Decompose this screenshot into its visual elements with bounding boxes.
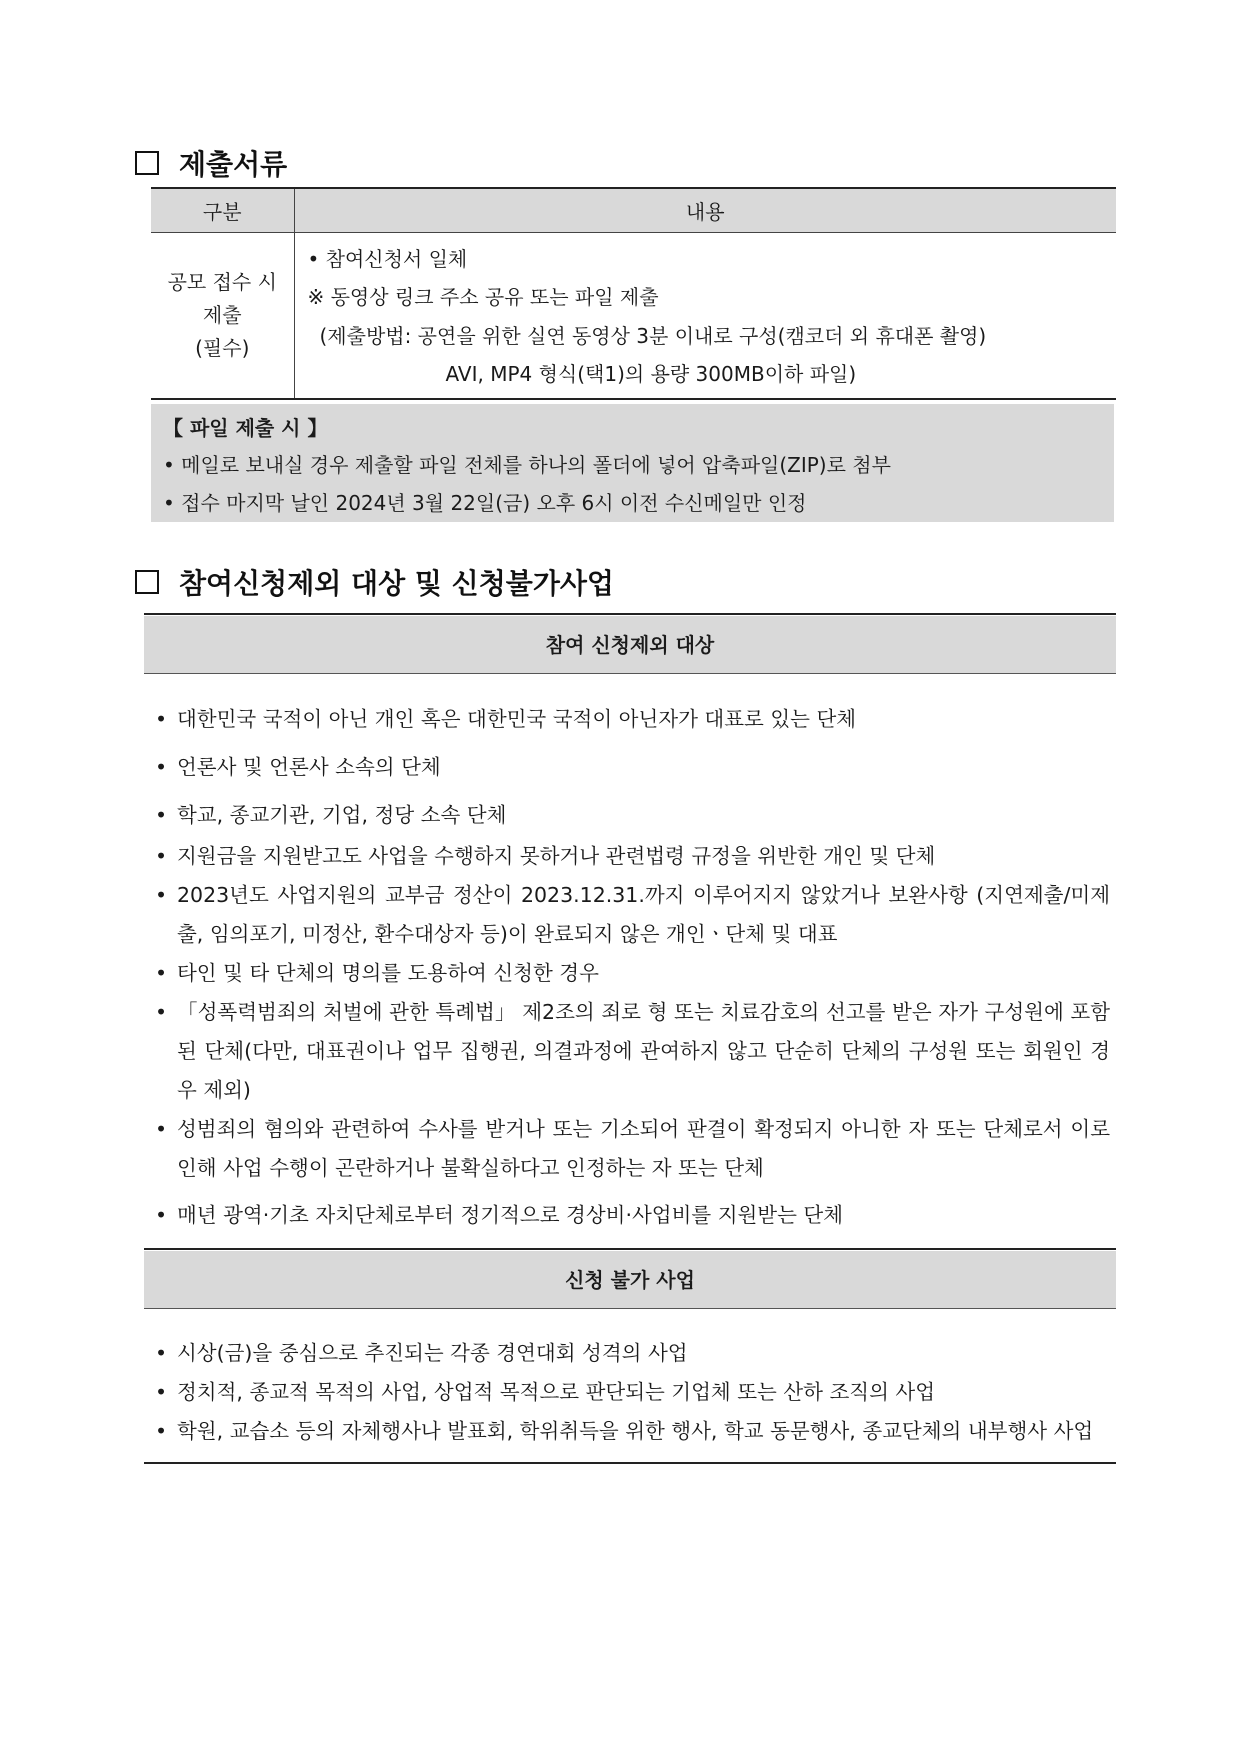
checkbox-square-icon (135, 151, 159, 175)
content-line: • 참여신청서 일체 (307, 246, 468, 271)
list-item: • 성범죄의 혐의와 관련하여 수사를 받거나 또는 기소되어 판결이 확정되지 아니한 자 또는 단체로서 이로 인해 사업 수행이 곤란하거나 불확실하다고 인정하는 자 또는 단체 (155, 1117, 1110, 1180)
section-title-exclusions (135, 562, 614, 602)
file-submission-note (151, 404, 1114, 522)
note-title: 【 파일 제출 시 】 (163, 416, 328, 440)
section-title-documents (135, 143, 287, 183)
category-line: (필수) (195, 335, 250, 360)
content-cell (294, 232, 1116, 399)
category-cell (151, 232, 294, 399)
list-item: • 2023년도 사업지원의 교부금 정산이 2023.12.31.까지 이루어지지 않았거나 보완사항 (지연제출/미제출, 임의포기, 미정산, 환수대상자 등)이 완료되지 않은 개인ㆍ단체 및 대표 (155, 883, 1110, 946)
table-header-row (151, 188, 1116, 232)
divider (144, 613, 1116, 615)
category-line: 공모 접수 시 (167, 269, 277, 294)
divider (144, 1248, 1116, 1250)
ineligible-list (155, 1334, 1110, 1451)
list-item: • 매년 광역·기초 자치단체로부터 정기적으로 경상비·사업비를 지원받는 단체 (155, 1203, 844, 1227)
section-title-text: 제출서류 (179, 148, 288, 181)
content-line: AVI, MP4 형식(택1)의 용량 300MB이하 파일) (445, 362, 857, 386)
content-line: ※ 동영상 링크 주소 공유 또는 파일 제출 (307, 285, 659, 309)
section-title-text: 참여신청제외 대상 및 신청불가사업 (179, 567, 614, 600)
exclusion-list (155, 700, 1110, 1235)
list-item: • 타인 및 타 단체의 명의를 도용하여 신청한 경우 (155, 961, 599, 985)
header-category: 구분 (151, 188, 294, 232)
note-line: • 접수 마지막 날인 2024년 3월 22일(금) 오후 6시 이전 수신메일만 인정 (163, 491, 807, 515)
exclusion-heading: 참여 신청제외 대상 (545, 633, 715, 657)
list-item: • 정치적, 종교적 목적의 사업, 상업적 목적으로 판단되는 기업체 또는 산하 조직의 사업 (155, 1380, 936, 1404)
list-item: • 언론사 및 언론사 소속의 단체 (155, 755, 441, 779)
category-line: 제출 (202, 302, 242, 327)
divider (144, 1462, 1116, 1464)
list-item: • 대한민국 국적이 아닌 개인 혹은 대한민국 국적이 아닌자가 대표로 있는 단체 (155, 707, 857, 731)
list-item: • 시상(금)을 중심으로 추진되는 각종 경연대회 성격의 사업 (155, 1341, 688, 1365)
header-content: 내용 (294, 188, 1116, 232)
list-item: • 「성폭력범죄의 처벌에 관한 특례법」 제2조의 죄로 형 또는 치료감호의 선고를 받은 자가 구성원에 포함된 단체(다만, 대표권이나 업무 집행권, 의결과정에 관여하지 않고 단순히 단체의 구성원 또는 회원인 경우 제외) (155, 1000, 1110, 1102)
ineligible-heading: 신청 불가 사업 (565, 1268, 695, 1292)
note-line: • 메일로 보내실 경우 제출할 파일 전체를 하나의 폴더에 넣어 압축파일(ZIP)로 첨부 (163, 453, 891, 477)
table-row (151, 232, 1116, 399)
exclusion-heading-band (144, 616, 1116, 674)
content-line: (제출방법: 공연을 위한 실연 동영상 3분 이내로 구성(캠코더 외 휴대폰 촬영) (319, 323, 987, 348)
list-item: • 지원금을 지원받고도 사업을 수행하지 못하거나 관련법령 규정을 위반한 개인 및 단체 (155, 844, 936, 868)
documents-table (151, 187, 1116, 400)
list-item: • 학교, 종교기관, 기업, 정당 소속 단체 (155, 803, 507, 827)
list-item: • 학원, 교습소 등의 자체행사나 발표회, 학위취득을 위한 행사, 학교 동문행사, 종교단체의 내부행사 사업 (155, 1419, 1094, 1443)
checkbox-square-icon (135, 570, 159, 594)
ineligible-heading-band (144, 1251, 1116, 1309)
